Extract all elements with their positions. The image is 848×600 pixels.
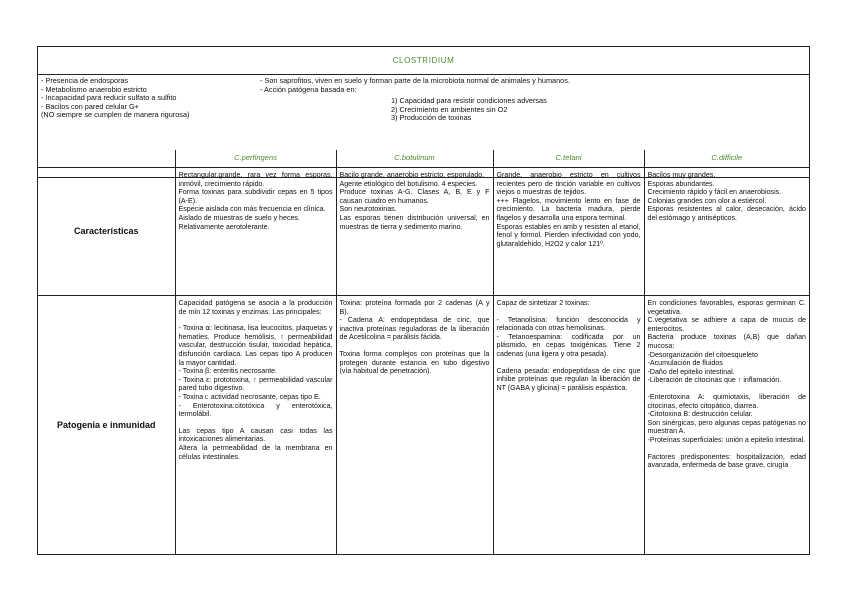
column-header: C.difficile xyxy=(644,150,809,168)
cell-line: -Desorganización del citoesqueleto xyxy=(647,350,758,359)
intro-right-list xyxy=(260,77,570,94)
cell-line: Toxina: proteína formada por 2 cadenas (A y B). xyxy=(339,299,490,316)
intro-right-item: - Acción patógena basada en: xyxy=(260,84,357,94)
cell-line: Especie aislada con más frecuencia en clínica. xyxy=(178,205,326,214)
cell-line: Aislado de muestras de suelo y heces. xyxy=(178,213,300,222)
cell-line xyxy=(497,359,641,367)
table-cell xyxy=(644,168,809,296)
table-cell xyxy=(644,296,809,555)
cell-line: Esporas abundantes. xyxy=(647,179,715,188)
header-empty-cell xyxy=(38,150,175,168)
comparison-grid xyxy=(38,150,809,555)
cell-line: Colonias grandes con olor a estiércol. xyxy=(647,196,767,205)
cell-line: -Daño del epitelio intestinal. xyxy=(647,367,735,376)
cell-line: -Acumulación de fluidos xyxy=(647,359,723,368)
intro-numbered-item: 3) Producción de toxinas xyxy=(391,113,472,122)
intro-left-item: - Bacilos con pared celular G+ xyxy=(41,101,139,111)
cell-line xyxy=(648,445,807,453)
cell-line: Capaz de sintetizar 2 toxinas: xyxy=(496,299,590,307)
species-header-row xyxy=(38,150,809,168)
cell-line: Son sinérgicas, pero algunas cepas patógenas no muestran A. xyxy=(647,418,806,436)
table-cell xyxy=(175,296,336,555)
cell-line: - Toxina β: enteritis necrosante. xyxy=(178,367,278,376)
cell-line xyxy=(340,342,490,350)
cell-line: Las cepas tipo A causan casi todas las intoxicaciones alimentarias. xyxy=(178,426,333,444)
intro-left-list xyxy=(41,77,189,120)
cell-line: Esporas resistentes al calor, desecación, ácido del estómago y antisépticos. xyxy=(647,205,806,222)
cell-line: Factores predisponentes: hospitalización, edad avanzada, enfermeda de base grave, cirugía xyxy=(647,452,806,470)
intro-numbered-list xyxy=(391,97,547,123)
intro-left-item: - Incapacidad para reducir sulfato a sulfito xyxy=(41,93,177,102)
table-cell xyxy=(336,296,493,555)
cell-line: - Toxina ⍺: lecitinasa, lisa leucocitos, plaquetas y hematíes. Produce hemólisis, ↑ permeabilidad vascular, destrucción tisular, toxicidad hepática, disfunción cardiaca. Las cepas tipo A producen la mayor cantidad. xyxy=(178,324,333,367)
cell-line: Son neurotoxinas. xyxy=(339,205,397,214)
cell-line: Bacilos muy grandes. xyxy=(647,171,716,179)
cell-line: Produce toxinas A-G. Clases A, B, E y F causan cuadro en humanos. xyxy=(339,188,490,205)
cell-line: Grande, anaerobio estricto en cultivos recientes pero de tinción variable en cultivos viejos o muestras de tejidos. xyxy=(496,171,641,197)
table-title: CLOSTRIDIUM xyxy=(38,47,809,75)
cell-line: Altera la permeabilidad de la membrana en células intestinales. xyxy=(178,443,333,461)
cell-line: Las esporas tienen distribución universal, en muestras de tierra y sedimento marino. xyxy=(339,213,490,231)
cell-line: - Tetanoespamina: codificada por un plásmido, en cepas toxigénicas. Tiene 2 cadenas (una ligera y otra pesada). xyxy=(496,332,641,358)
cell-line: Agente etiológico del botulismo. 4 especies. xyxy=(339,179,478,188)
clostridium-table xyxy=(37,46,810,555)
column-header: C.tetani xyxy=(493,150,644,168)
intro-left-item: - Presencia de endosporas xyxy=(41,76,129,85)
cell-line: Forma toxinas para subdividir cepas en 5 tipos (A-E). xyxy=(178,188,333,205)
column-header: C.botulinum xyxy=(336,150,493,168)
table-cell xyxy=(493,168,644,296)
intro-right-item: - Son saprofitos, viven en suelo y forman parte de la microbiota normal de animales y humanos. xyxy=(260,76,570,85)
row-caracteristicas xyxy=(38,168,809,296)
row-label: Características xyxy=(38,168,175,296)
cell-line: Rectangular,grande, rara vez forma esporas, inmóvil, crecimiento rápido. xyxy=(178,171,333,188)
cell-line: - Toxina ɩ: actividad necrosante, cepas tipo E. xyxy=(178,392,321,401)
intro-left-item: - Metabolismo anaerobio estricto xyxy=(41,84,147,94)
intro-numbered-item: 2) Crecimiento en ambientes sin O2 xyxy=(391,104,508,114)
cell-line: Bacilo grande, anaerobio estricto, esporulado. xyxy=(339,171,485,179)
cell-line: En condiciones favorables, esporas germinan C. vegetativa. xyxy=(647,299,806,316)
cell-line: Capacidad patógena se asocia a la producción de mín 12 toxinas y enzimas. Las principales: xyxy=(178,299,333,316)
cell-line: Relativamente aerotolerante. xyxy=(178,222,270,231)
intro-numbered-item: 1) Capacidad para resistir condiciones adversas xyxy=(391,96,547,105)
table-cell xyxy=(175,168,336,296)
cell-line: Toxina forma complejos con proteínas que la protegen durante estancia en tubo digestivo (vía habitual de penetración). xyxy=(339,349,490,376)
cell-line: - Toxina ε: prototoxina, ↑ permeabilidad vascular pared tubo digestivo. xyxy=(178,375,333,393)
cell-line: -Proteínas superficiales: unión a epitelio intestinal. xyxy=(647,435,806,444)
cell-line xyxy=(179,419,333,427)
cell-line: Esporas estables en amb y resisten al etanol, fenol y formol. Pierden infectividad con yodo, glutaraldehido, H2O2 y calor 121º. xyxy=(496,222,641,248)
cell-line: - Enterotoxina:citotóxica y enterotóxica, termolábil. xyxy=(178,401,333,419)
cell-line: -Liberación de citocinas que ↑ inflamación. xyxy=(647,376,782,385)
cell-line: - Tetanolisina: función desconocida y relacionada con otras hemolisinas. xyxy=(496,315,641,333)
cell-line: - Cadena A: endopeptidasa de cinc, que inactiva proteínas reguladoras de la liberación de Acetilcolina = parálisis fácida. xyxy=(339,316,490,342)
cell-line: Crecimiento rápido y fácil en anaerobiosis. xyxy=(647,188,782,197)
cell-line xyxy=(179,316,333,324)
cell-line: -Citotoxina B: destrucción celular. xyxy=(647,410,753,419)
cell-line: +++ Flagelos, movimiento lento en fase de crecimiento. La bacteria madura, pierde flagelos y desarrolla una espora terminal. xyxy=(496,196,641,222)
cell-line: Bacteria produce toxinas (A,B) que dañan mucosa: xyxy=(647,333,806,350)
cell-line xyxy=(648,385,807,393)
table-cell xyxy=(336,168,493,296)
cell-line xyxy=(497,308,641,316)
cell-line: C.vegetativa se adhiere a capa de mucus de enterocitos. xyxy=(647,316,806,333)
cell-line: Cadena pesada: endopeptidasa de cinc que inhibe proteínas que regulan la liberación de NT (GABA y glicina) = parálisis espástica. xyxy=(496,366,641,392)
column-header: C.perfingens xyxy=(175,150,336,168)
cell-line: -Enterotoxina A: quimiotaxis, liberación de citocinas, efecto citopático, diarrea. xyxy=(647,392,806,410)
intro-left-item: (NO siempre se cumplen de manera rigurosa) xyxy=(41,110,190,119)
row-label: Patogenia e inmunidad xyxy=(38,296,175,555)
table-cell xyxy=(493,296,644,555)
row-patogenia xyxy=(38,296,809,555)
